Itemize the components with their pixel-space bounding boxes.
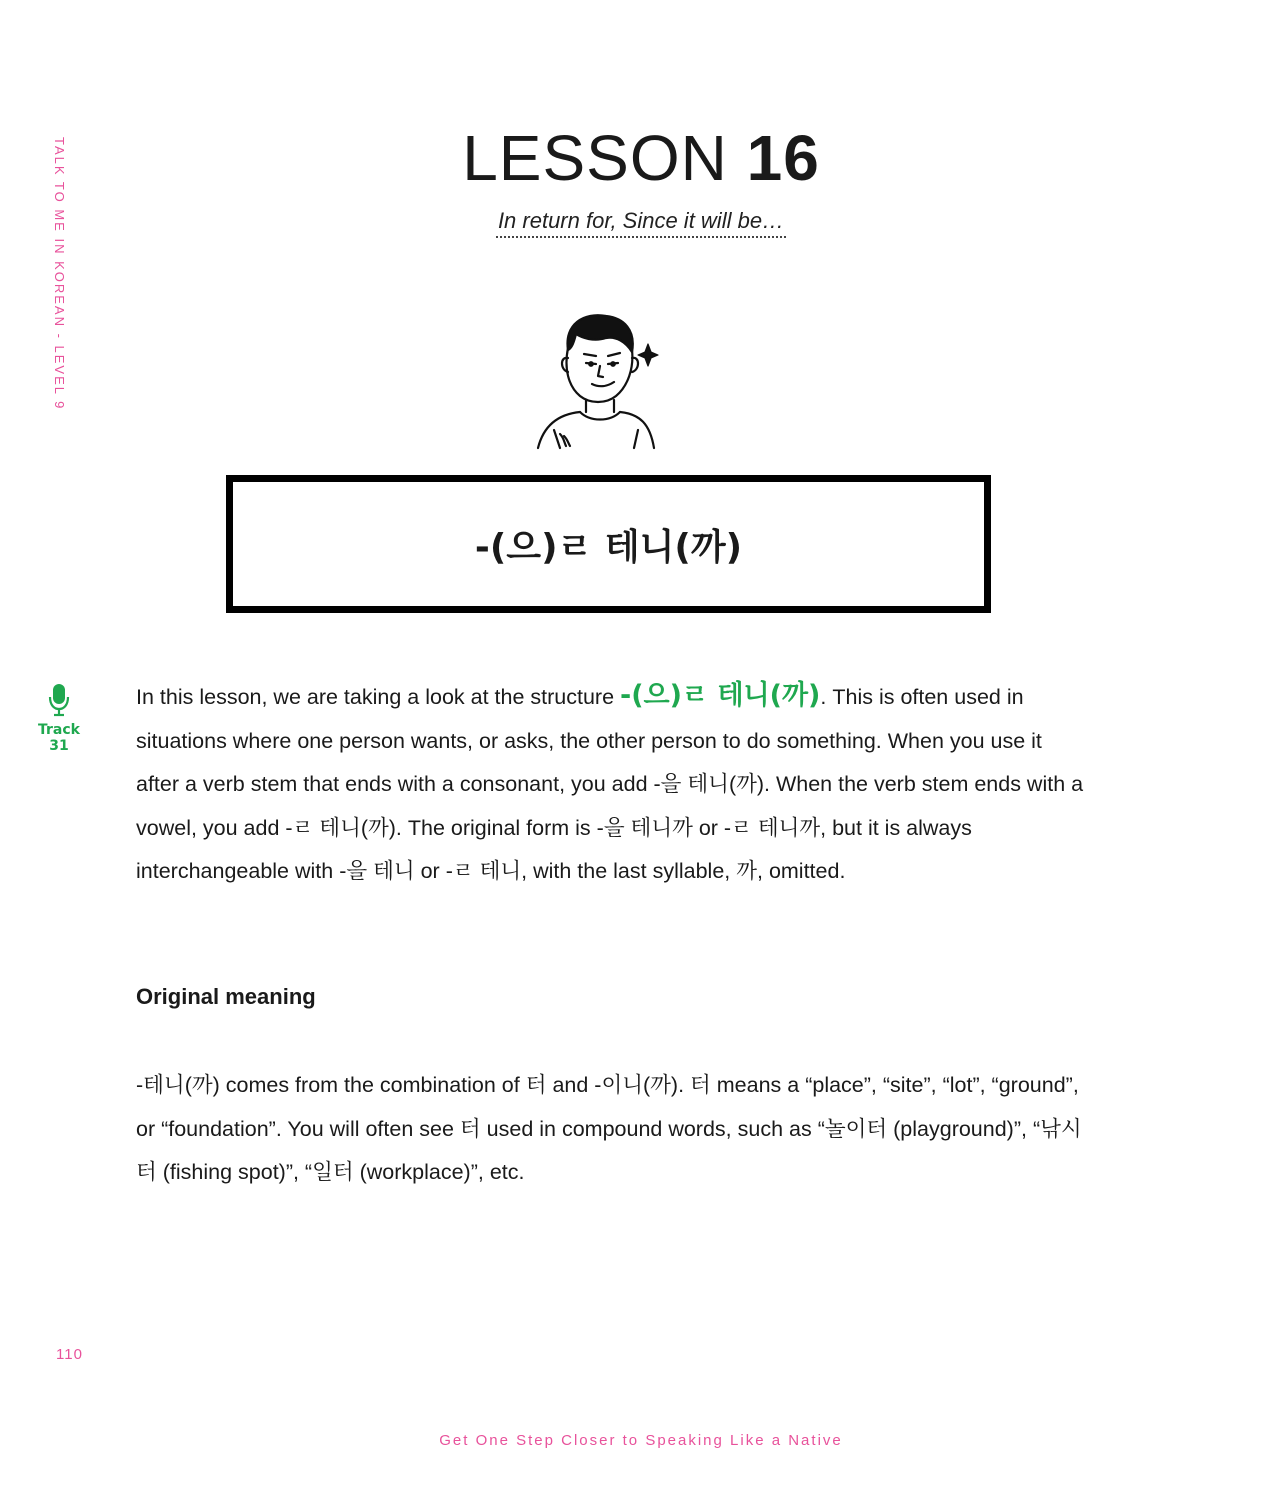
track-badge[interactable] [36, 683, 82, 753]
section-heading: Original meaning [136, 984, 316, 1009]
lesson-title [0, 122, 1282, 194]
track-number: 31 [49, 738, 69, 754]
microphone-icon [48, 683, 70, 717]
intro-paragraph [136, 674, 1086, 894]
grammar-box-text: -(으)ㄹ 테니(까) [474, 526, 743, 568]
page-number: 110 [56, 1346, 83, 1363]
section-paragraph: -테니(까) comes from the combination of 터 and -이니(까). 터 means a “place”, “site”, “lot”, “ground”, or “foundation”. You will often see 터 used in compound words, such as “놀이터 (playground)”, “낚시터 (fishing spot)”, “일터 (workplace)”, etc. [136, 1073, 1082, 1184]
character-illustration [520, 308, 670, 457]
lesson-subtitle: In return for, Since it will be… [496, 208, 786, 238]
lesson-word: LESSON [462, 122, 728, 194]
intro-text-start: In this lesson, we are taking a look at the structure [136, 685, 621, 709]
lesson-number: 16 [746, 122, 820, 194]
book-side-title: TALK TO ME IN KOREAN - LEVEL 9 [52, 137, 67, 411]
intro-highlight: -(으)ㄹ 테니(까) [620, 680, 821, 711]
track-label: Track [38, 722, 80, 738]
intro-text-rest: . This is often used in situations where one person wants, or asks, the other person to do something. When you use it after a verb stem that ends with a consonant, you add -을 테니(까). When the verb stem ends with a vowel, you add -ㄹ 테니(까). The original form is -을 테니까 or -ㄹ 테니까, but it is always interchangeable with -을 테니 or -ㄹ 테니, with the last syllable, 까, omitted. [136, 685, 1084, 883]
grammar-box [226, 475, 991, 613]
lesson-subtitle-wrap [0, 208, 1282, 238]
footer-tagline: Get One Step Closer to Speaking Like a Native [439, 1432, 843, 1449]
